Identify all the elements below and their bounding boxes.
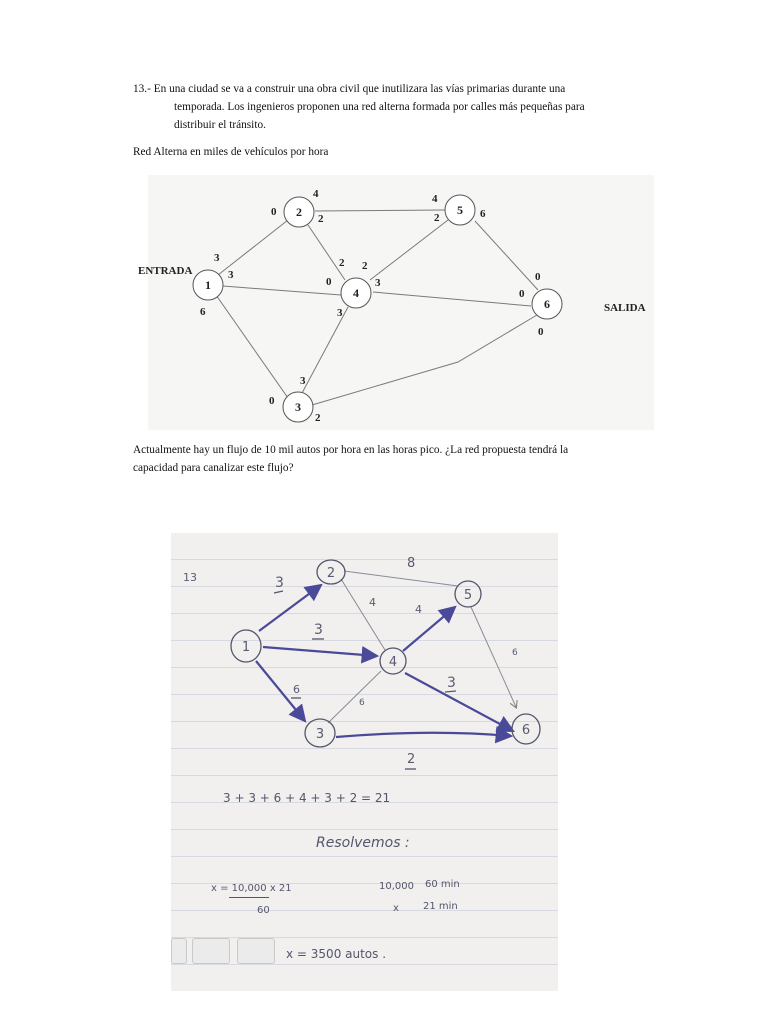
cap-3-c: 2 [315, 412, 321, 424]
hw-cap-4-6: 3 [447, 675, 456, 691]
cap-5-a: 4 [432, 193, 438, 205]
cap-1-c: 6 [200, 306, 206, 318]
hw-edge-2-5 [344, 571, 458, 586]
node-label-3: 3 [295, 400, 301, 414]
node-label-5: 5 [457, 203, 463, 217]
hw-cap-2-4: 4 [369, 596, 376, 609]
hw-result: x = 3500 autos . [286, 947, 387, 961]
edge-4-5 [370, 220, 448, 280]
question-line-2: capacidad para canalizar este flujo? [133, 462, 294, 474]
hw-arrow-1-4 [263, 647, 377, 656]
network-svg [138, 175, 654, 430]
hw-edge-5-6 [471, 607, 516, 707]
hw-cap-5-6: 6 [512, 648, 518, 658]
notebook-footer-box-1 [171, 938, 187, 964]
hw-arrow-4-6 [405, 673, 513, 731]
hw-rule-r1c1: 10,000 [379, 881, 414, 892]
hw-node-label-5: 5 [463, 588, 473, 603]
cap-2-c: 2 [318, 213, 324, 225]
hw-arrow-4-5 [403, 607, 455, 651]
hw-corner-number: 13 [183, 571, 197, 584]
hw-node-label-1: 1 [241, 640, 251, 655]
edge-1-4 [223, 286, 341, 295]
hw-cap-1-2: 3 [275, 575, 284, 591]
hw-edge-4-3 [328, 671, 381, 723]
handwritten-graph [171, 533, 558, 991]
handwritten-solution [171, 533, 558, 991]
question [133, 441, 633, 477]
cap-6-c: 0 [538, 326, 544, 338]
cap-5-c: 6 [480, 208, 486, 220]
exit-label: SALIDA [604, 302, 646, 314]
edge-4-6 [373, 292, 531, 306]
cap-6-a: 0 [535, 271, 541, 283]
cap-5-b: 2 [434, 212, 440, 224]
network-caption: Red Alterna en miles de vehículos por hora [133, 146, 329, 158]
question-line-1: Actualmente hay un flujo de 10 mil autos por hora en las horas pico. ¿La red propuesta tendrá la [133, 444, 569, 456]
hw-heading: Resolvemos : [316, 835, 410, 851]
network-diagram [138, 175, 654, 430]
hw-node-label-4: 4 [388, 655, 398, 670]
cap-3-b: 0 [269, 395, 275, 407]
cap-4-a: 2 [339, 257, 345, 269]
hw-formula-denominator: 60 [257, 905, 270, 916]
hw-node-label-6: 6 [521, 723, 531, 738]
cap-4-d: 3 [375, 277, 381, 289]
hw-cap-1-3: 6 [293, 683, 300, 696]
cap-1-b: 3 [228, 269, 234, 281]
edge-1-2 [218, 220, 288, 275]
notebook-footer-box-3 [237, 938, 275, 964]
hw-arrow-1-2 [259, 585, 321, 631]
entry-label: ENTRADA [138, 265, 193, 277]
cap-4-c: 0 [326, 276, 332, 288]
cap-3-a: 3 [300, 375, 306, 387]
hw-rule-r2c1: x [393, 903, 399, 914]
node-label-1: 1 [205, 278, 211, 292]
hw-cap-4-3: 6 [359, 698, 365, 708]
edge-2-4 [308, 225, 345, 280]
cap-2-b: 0 [271, 206, 277, 218]
hw-fraction-bar [229, 897, 269, 898]
hw-node-label-2: 2 [326, 566, 336, 581]
edge-4-3 [301, 307, 348, 395]
hw-cap-3-6: 2 [407, 752, 416, 767]
hw-sum: 3 + 3 + 6 + 4 + 3 + 2 = 21 [223, 791, 391, 805]
problem-line-1: 13.- En una ciudad se va a construir una obra civil que inutilizara las vías primarias durante una [133, 83, 566, 95]
cap-1-a: 3 [214, 252, 220, 264]
hw-arrow-3-6 [336, 733, 511, 737]
cap-4-e: 3 [337, 307, 343, 319]
hw-rule-r1c2: 60 min [425, 879, 460, 890]
cap-4-b: 2 [362, 260, 368, 272]
problem-line-2: temporada. Los ingenieros proponen una red alterna formada por calles más pequeñas para [174, 101, 585, 113]
hw-cap-1-4: 3 [314, 622, 323, 638]
hw-rule-r2c2: 21 min [423, 901, 458, 912]
node-label-4: 4 [353, 286, 359, 300]
hw-node-label-3: 3 [315, 727, 325, 742]
edge-5-6 [475, 221, 538, 290]
hw-cap-2-5: 8 [407, 556, 416, 571]
problem-statement [133, 80, 638, 134]
hw-cap-4-5: 4 [415, 603, 422, 616]
hw-formula-numerator: x = 10,000 x 21 [211, 883, 292, 894]
problem-line-3: distribuir el tránsito. [174, 119, 266, 131]
edge-3-6 [312, 315, 537, 405]
hw-edge-2-4 [341, 579, 385, 650]
notebook-footer-box-2 [192, 938, 230, 964]
cap-2-a: 4 [313, 188, 319, 200]
edge-1-3 [216, 295, 288, 398]
node-label-6: 6 [544, 297, 550, 311]
node-label-2: 2 [296, 205, 302, 219]
edge-2-5 [315, 210, 445, 211]
cap-6-b: 0 [519, 288, 525, 300]
